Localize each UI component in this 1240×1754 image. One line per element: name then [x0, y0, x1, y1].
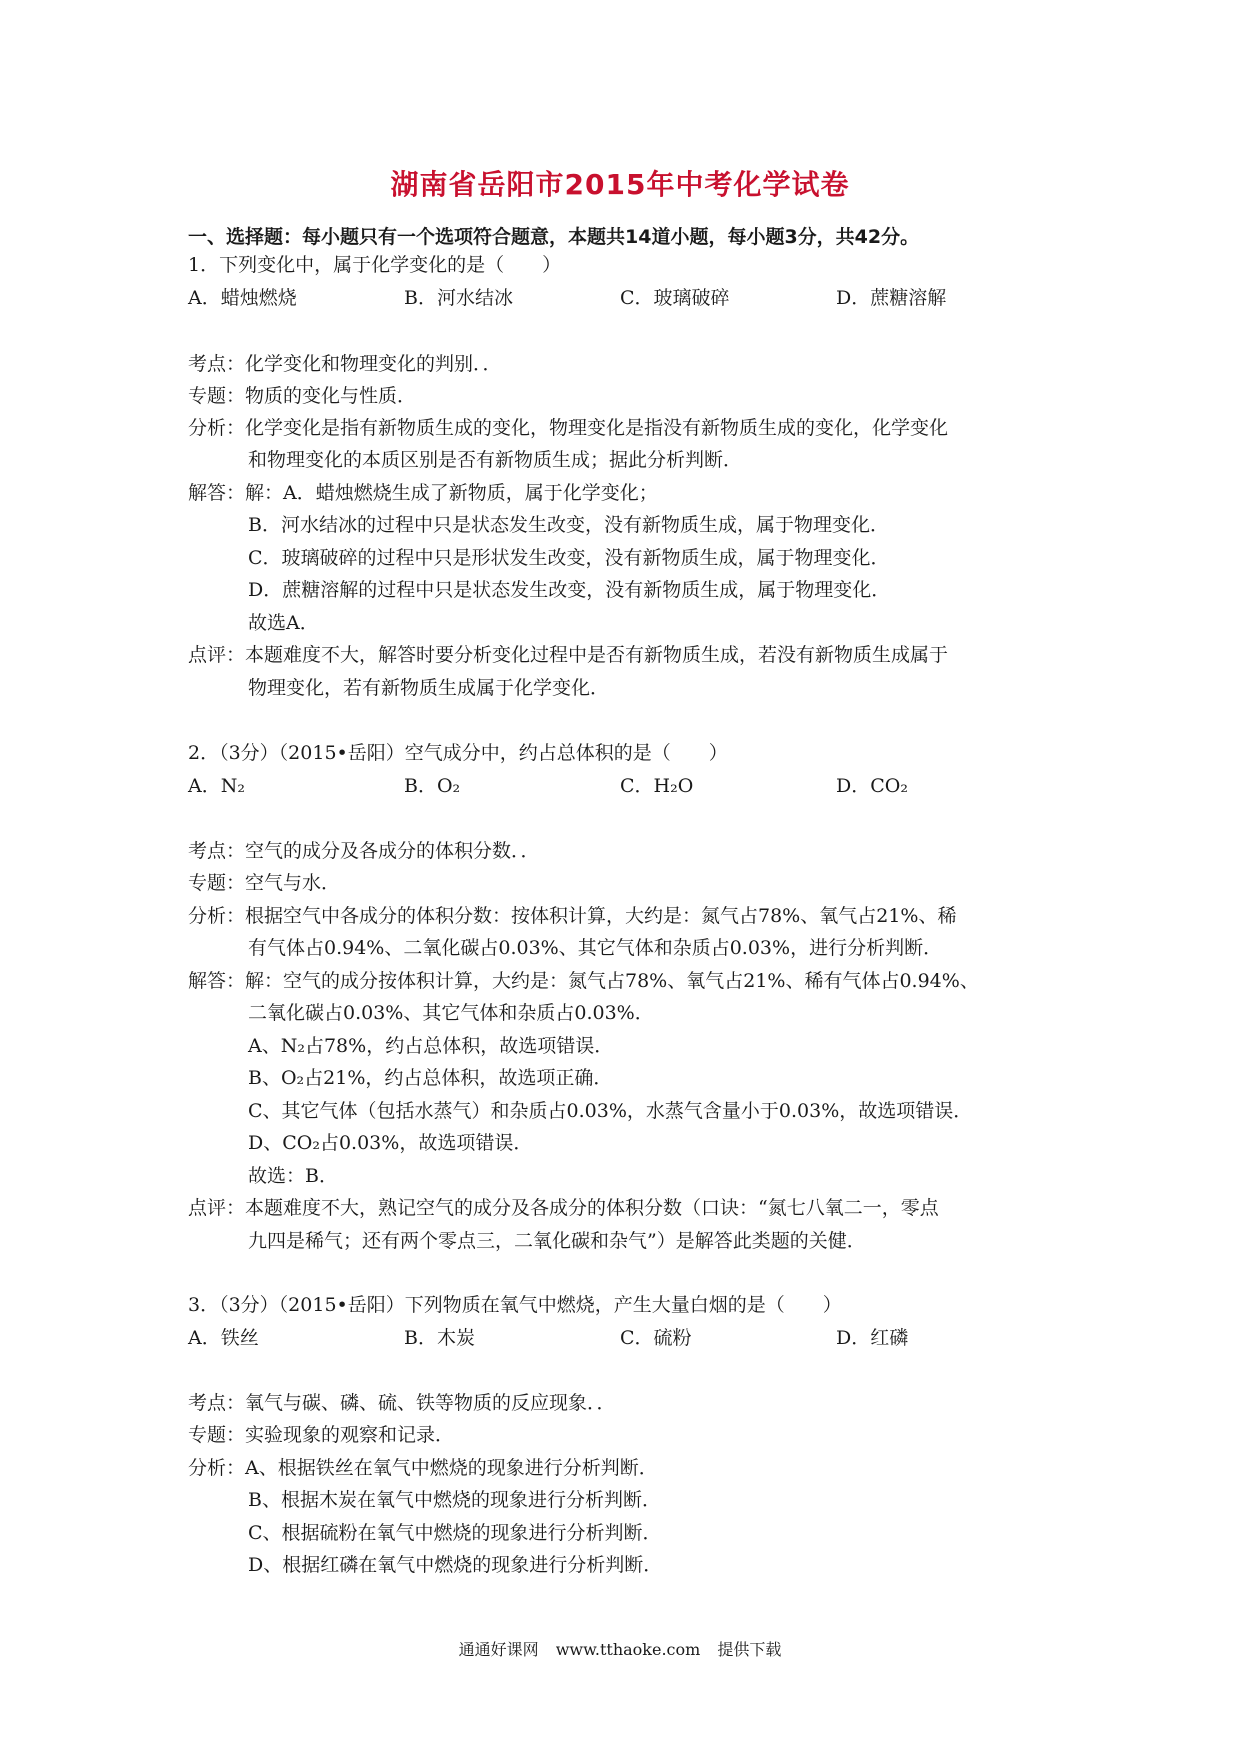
q2-option-b: B．O₂ — [404, 775, 461, 797]
q1-zhuanti: 专题：物质的变化与性质． — [188, 385, 417, 407]
q3-option-b: B．木炭 — [404, 1327, 475, 1349]
question-3-stem: 3．（3分）（2015•岳阳）下列物质在氧气中燃烧，产生大量白烟的是（ ） — [188, 1294, 842, 1316]
q2-option-a: A．N₂ — [188, 775, 245, 797]
footer-site-name: 通通好课网 — [458, 1640, 539, 1659]
q2-jieda-line: D、CO₂占0.03%，故选项错误． — [248, 1132, 533, 1154]
q1-option-c: C．玻璃破碎 — [620, 287, 730, 309]
q1-option-a: A．蜡烛燃烧 — [188, 287, 297, 309]
q2-jieda-line: C、其它气体（包括水蒸气）和杂质占0.03%，水蒸气含量小于0.03%，故选项错误． — [248, 1100, 973, 1122]
q1-option-b: B．河水结冰 — [404, 287, 513, 309]
q3-zhuanti: 专题：实验现象的观察和记录． — [188, 1424, 455, 1446]
q1-jieda-line: B．河水结冰的过程中只是状态发生改变，没有新物质生成，属于物理变化． — [248, 514, 889, 536]
q1-jieda-line: C．玻璃破碎的过程中只是形状发生改变，没有新物质生成，属于物理变化． — [248, 547, 890, 569]
q2-dianping-line: 点评：本题难度不大，熟记空气的成分及各成分的体积分数（口诀：“氮七八氧二一，零点 — [188, 1197, 939, 1219]
q3-option-d: D．红磷 — [836, 1327, 909, 1349]
q2-zhuanti: 专题：空气与水． — [188, 872, 341, 894]
q3-fenxi-line: D、根据红磷在氧气中燃烧的现象进行分析判断． — [248, 1554, 663, 1576]
q1-kaodian: 考点：化学变化和物理变化的判别．． — [188, 353, 502, 375]
q2-option-c: C．H₂O — [620, 775, 694, 797]
q3-fenxi-line: B、根据木炭在氧气中燃烧的现象进行分析判断． — [248, 1489, 661, 1511]
q1-option-d: D．蔗糖溶解 — [836, 287, 947, 309]
q2-option-d: D．CO₂ — [836, 775, 908, 797]
page-footer — [0, 1637, 1240, 1660]
footer-suffix: 提供下载 — [717, 1640, 782, 1659]
page-title: 湖南省岳阳市2015年中考化学试卷 — [390, 168, 850, 201]
q3-option-c: C．硫粉 — [620, 1327, 692, 1349]
q2-jieda-line: 二氧化碳占0.03%、其它气体和杂质占0.03%． — [248, 1002, 654, 1024]
q1-jieda-line: D．蔗糖溶解的过程中只是状态发生改变，没有新物质生成，属于物理变化． — [248, 579, 891, 601]
footer-url-link[interactable]: www.tthaoke.com — [555, 1640, 701, 1659]
q2-jieda-line: B、O₂占21%，约占总体积，故选项正确． — [248, 1067, 613, 1089]
section-header: 一、选择题：每小题只有一个选项符合题意，本题共14道小题，每小题3分，共42分。 — [188, 226, 920, 248]
q2-kaodian: 考点：空气的成分及各成分的体积分数．． — [188, 840, 540, 862]
q3-option-a: A．铁丝 — [188, 1327, 259, 1349]
question-2-stem: 2．（3分）（2015•岳阳）空气成分中，约占总体积的是（ ） — [188, 742, 728, 764]
q3-kaodian: 考点：氧气与碳、磷、硫、铁等物质的反应现象．． — [188, 1392, 616, 1414]
q2-dianping-line: 九四是稀气；还有两个零点三，二氧化碳和杂气”）是解答此类题的关健． — [248, 1230, 866, 1252]
q1-dianping-line: 物理变化，若有新物质生成属于化学变化． — [248, 677, 610, 699]
q2-fenxi-line: 分析：根据空气中各成分的体积分数：按体积计算，大约是：氮气占78%、氧气占21%、稀 — [188, 905, 957, 927]
q1-fenxi-line: 和物理变化的本质区别是否有新物质生成；据此分析判断． — [248, 449, 743, 471]
q3-fenxi-line: C、根据硫粉在氧气中燃烧的现象进行分析判断． — [248, 1522, 662, 1544]
q2-fenxi-line: 有气体占0.94%、二氧化碳占0.03%、其它气体和杂质占0.03%，进行分析判断． — [248, 937, 943, 959]
q1-jieda-line: 解答：解：A．蜡烛燃烧生成了新物质，属于化学变化； — [188, 482, 658, 504]
q2-jieda-line: A、N₂占78%，约占总体积，故选项错误． — [248, 1035, 614, 1057]
q1-fenxi-line: 分析：化学变化是指有新物质生成的变化，物理变化是指没有新物质生成的变化，化学变化 — [188, 417, 949, 439]
question-1-stem: 1．下列变化中，属于化学变化的是（ ） — [188, 254, 562, 276]
q2-jieda-line: 故选：B． — [248, 1165, 338, 1187]
q1-dianping-line: 点评：本题难度不大，解答时要分析变化过程中是否有新物质生成，若没有新物质生成属于 — [188, 644, 949, 666]
q2-jieda-line: 解答：解：空气的成分按体积计算，大约是：氮气占78%、氧气占21%、稀有气体占0.94%、 — [188, 970, 979, 992]
q3-fenxi-line: 分析：A、根据铁丝在氧气中燃烧的现象进行分析判断． — [188, 1457, 658, 1479]
q1-jieda-line: 故选A． — [248, 612, 319, 634]
